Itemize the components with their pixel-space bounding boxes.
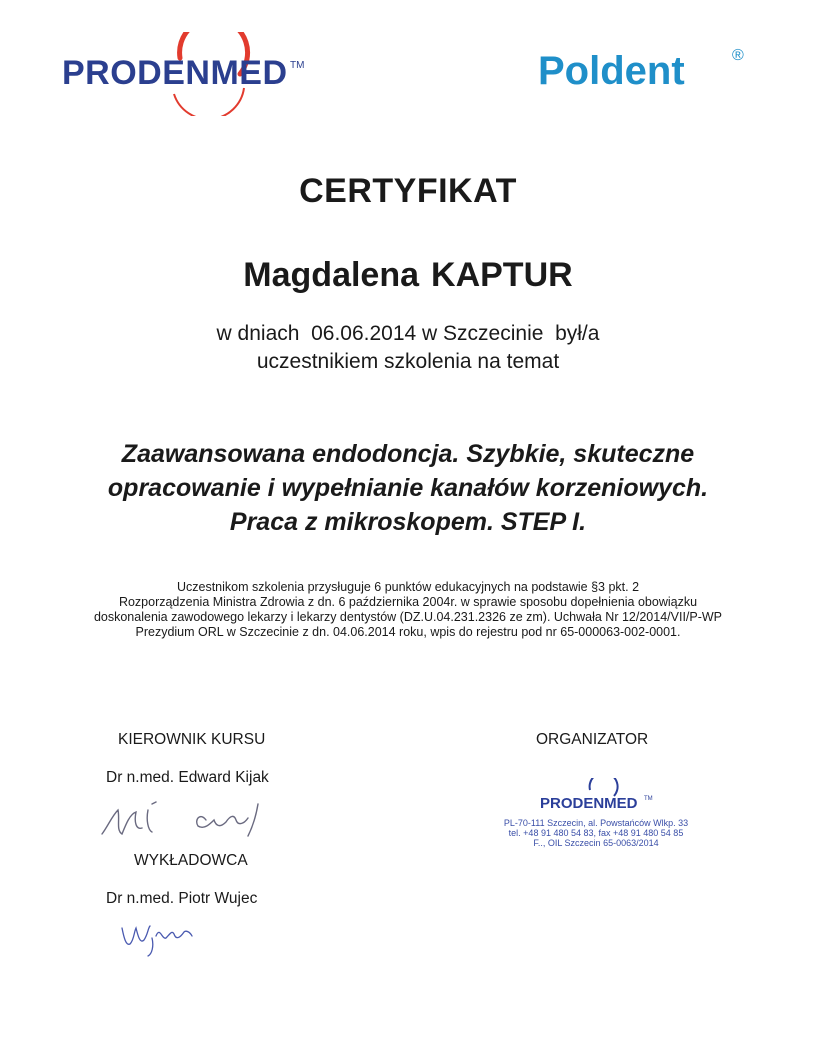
intro-line-date-place: w dniach 06.06.2014 w Szczecinie był/a: [216, 322, 600, 345]
participant-last-name: KAPTUR: [431, 256, 573, 294]
poldent-registered-mark: ®: [732, 47, 744, 64]
lecturer-label: WYKŁADOWCA: [134, 852, 248, 869]
prodenmed-tm-mark: TM: [290, 60, 305, 71]
course-director-name: Dr n.med. Edward Kijak: [106, 769, 269, 786]
poldent-logo-text: Poldent: [538, 49, 685, 93]
lecturer-name: Dr n.med. Piotr Wujec: [106, 890, 258, 907]
organizer-label: ORGANIZATOR: [536, 731, 649, 748]
legal-text-line: Prezydium ORL w Szczecinie z dn. 04.06.2014 roku, wpis do rejestru pod nr 65-000063-002-0001.: [135, 625, 681, 639]
legal-text-line: Uczestnikom szkolenia przysługuje 6 punktów edukacyjnych na podstawie §3 pkt. 2: [176, 580, 640, 594]
stamp-address-line: PL-70-111 Szczecin, al. Powstańców Wlkp. 33: [503, 818, 689, 828]
stamp-tm-mark: TM: [644, 796, 653, 802]
legal-text-line: Rozporządzenia Ministra Zdrowia z dn. 6 października 2004r. w sprawie sposobu dopełnienia obowiązku: [118, 595, 698, 609]
course-director-label: KIEROWNIK KURSU: [118, 731, 266, 748]
stamp-logo-text: PRODENMED: [540, 795, 638, 812]
training-topic-line: Zaawansowana endodoncja. Szybkie, skuteczne: [121, 440, 695, 468]
participant-first-name: Magdalena: [243, 256, 420, 294]
legal-text-line: doskonalenia zawodowego lekarzy i lekarzy dentystów (DZ.U.04.231.2326 ze zm). Uchwała Nr 12/2014/VII/P-WP: [93, 610, 723, 624]
course-director-signature: [96, 790, 286, 844]
stamp-registry-line: F.., OIL Szczecin 65-0063/2014: [533, 838, 659, 848]
intro-line-participant: uczestnikiem szkolenia na temat: [256, 350, 560, 373]
prodenmed-logo-text: PRODENMED: [62, 54, 288, 92]
training-topic-line: opracowanie i wypełnianie kanałów korzeniowych.: [107, 474, 709, 502]
certificate-title: CERTYFIKAT: [299, 172, 517, 210]
participant-name: [0, 256, 816, 295]
stamp-phone-line: tel. +48 91 480 54 83, fax +48 91 480 54 85: [508, 828, 684, 838]
organizer-stamp: [496, 778, 696, 858]
poldent-logo: [538, 40, 758, 100]
lecturer-signature: [116, 916, 206, 960]
prodenmed-logo: [62, 32, 322, 116]
training-topic-line: Praca z mikroskopem. STEP I.: [229, 508, 587, 536]
stamp-logo: [496, 778, 696, 818]
